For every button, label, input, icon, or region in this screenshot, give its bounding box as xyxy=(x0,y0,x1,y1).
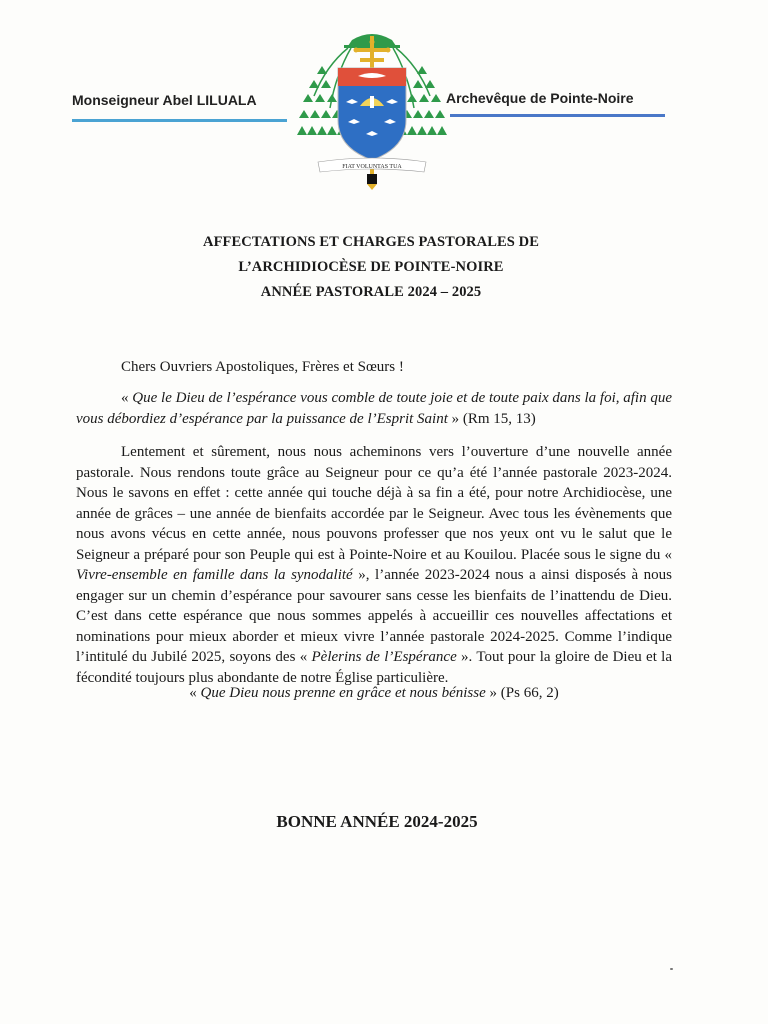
main-paragraph xyxy=(76,442,672,688)
scripture-quote-romans xyxy=(76,388,672,429)
paragraph-text: ». Tout pour la gloire de Dieu et la fécondité toujours plus abondante de notre Église particulière. xyxy=(76,649,672,686)
quote-text: Que le Dieu de l’espérance vous comble de toute joie et de toute paix dans la foi, afin que vous débordiez d’espérance par la puissance de l’Esprit Saint xyxy=(76,390,673,427)
quote-mark-open: « xyxy=(121,390,133,406)
quote-mark-open: « xyxy=(189,685,201,701)
header-right-rule xyxy=(450,114,665,117)
scan-speck xyxy=(670,968,673,970)
paragraph-text: », l’année 2023-2024 nous a ainsi disposés à nous engager sur un chemin d’espérance pour savourer sans cesse les bienfaits de l’inattendu de Dieu. C’est dans cette espérance que nous sommes appelés à accueillir ces nouvelles affectations et nominations pour mieux aborder et mieux vivre l’année pastorale 2024-2025. Comme l’indique l’intitulé du Jubilé 2025, soyons des « xyxy=(76,567,672,665)
document-title-line-3: ANNÉE PASTORALE 2024 – 2025 xyxy=(260,284,482,300)
svg-text:FIAT VOLUNTAS TUA: FIAT VOLUNTAS TUA xyxy=(342,164,402,170)
quote-reference: » (Rm 15, 13) xyxy=(447,410,536,427)
coat-of-arms-logo xyxy=(296,26,448,192)
greeting: Chers Ouvriers Apostoliques, Frères et Sœurs ! xyxy=(121,359,404,375)
document-title-line-1: AFFECTATIONS ET CHARGES PASTORALES DE xyxy=(203,234,539,250)
scripture-quote-psalm xyxy=(76,683,672,704)
header-left-rule xyxy=(72,119,287,122)
archbishop-title: Archevêque de Pointe-Noire xyxy=(446,90,634,106)
quote-reference: » (Ps 66, 2) xyxy=(485,685,559,701)
document-title-line-2: L’ARCHIDIOCÈSE DE POINTE-NOIRE xyxy=(238,259,504,275)
paragraph-text: Lentement et sûrement, nous nous acheminons vers l’ouverture d’une nouvelle année pastorale. Nous rendons toute grâce au Seigneur pour ce qu’a été l’année pastorale 2023-2024. Nous le savons en effet : cette année qui touche déjà à sa fin a été, pour notre Archidiocèse, une année de grâces – une année de bienfaits accordée par le Seigneur. Avec tous les évènements que nous avons vécus en cette année, nous pouvons professer que nos yeux ont vu le salut que le Seigneur a préparé pour son Peuple qui est à Pointe-Noire et au Kouilou. Placée sous le signe du « xyxy=(76,444,672,563)
paragraph-italic-jubilee: Pèlerins de l’Espérance xyxy=(311,649,457,665)
quote-text: Que Dieu nous prenne en grâce et nous bénisse xyxy=(200,685,486,701)
paragraph-italic-theme: Vivre-ensemble en famille dans la synodalité xyxy=(76,567,353,583)
closing-wish: BONNE ANNÉE 2024-2025 xyxy=(276,812,478,831)
bishop-name: Monseigneur Abel LILUALA xyxy=(72,92,257,108)
